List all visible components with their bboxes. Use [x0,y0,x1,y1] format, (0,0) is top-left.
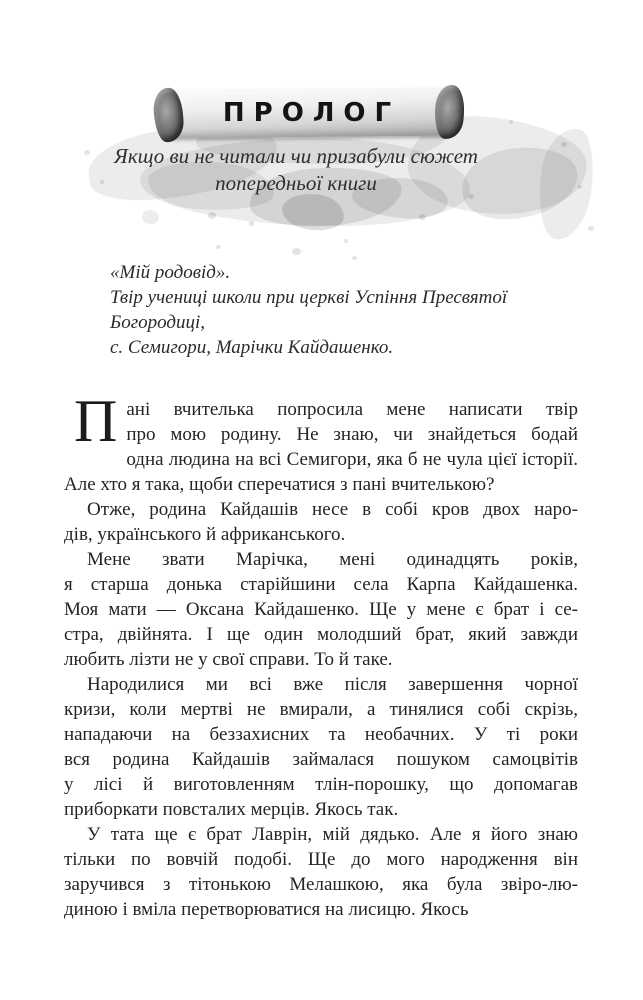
body-line: кризи, коли мертві не вмирали, а тинялися собі скрізь, [64,699,578,720]
paragraph [64,547,578,672]
body-line: любить лізти не у свої справи. То й таке. [64,649,393,670]
drop-cap: П [74,388,118,454]
subtitle-line: попередньої книги [215,171,377,195]
body-line: тільки по вовчій подобі. Ще до мого народження він [64,849,578,870]
splash-dot [249,221,254,226]
body-line: Мене звати Марічка, мені одинадцять років, [87,549,578,570]
body-line: Але хто я така, щоби сперечатися з пані вчителькою? [64,474,495,495]
paragraph [64,388,578,497]
chapter-subtitle [64,143,528,197]
subtitle-line: Якщо ви не читали чи призабули сюжет [114,144,478,168]
body-line: У тата ще є брат Лаврін, мій дядько. Але я його знаю [87,824,578,845]
body-line: нападаючи на беззахисних та необачних. У ті роки [64,724,578,745]
body-line: дів, українського й африканського. [64,524,346,545]
splash-dot [216,245,221,249]
body-text [64,388,578,922]
body-line: про мою родину. Не знаю, чи знайдеться бодай [126,424,578,445]
prologue-scroll-banner [154,84,464,146]
body-line: приборкати повсталих мерців. Якось так. [64,799,399,820]
splash-dot [509,120,513,124]
body-line: Отже, родина Кайдашів несе в собі кров двох наро- [87,499,578,520]
splash-dot [561,142,567,147]
body-line: Народилися ми всі вже після завершення чорної [87,674,578,695]
paragraph [64,672,578,822]
splash-dot [577,185,582,189]
body-line: ані вчителька попросила мене написати твір [126,399,578,420]
splash-dot [292,248,301,255]
body-line: заручився з тітонькою Мелашкою, яка була звіро-лю- [64,874,578,895]
epigraph-line: Богородиці, [110,312,206,333]
body-line: стра, двійнята. І ще один молодший брат, який завжди [64,624,578,645]
body-line: я старша донька старійшини села Карпа Кайдашенка. [64,574,578,595]
paragraph [64,822,578,922]
splash-dot [419,214,426,220]
body-line: Моя мати — Оксана Кайдашенко. Ще у мене є брат і се- [64,599,578,620]
splash-dot [344,239,348,243]
epigraph [110,260,576,360]
epigraph-line: Твір учениці школи при церкві Успіння Пресвятої [110,287,508,308]
splash-dot [208,212,216,219]
body-line: у лісі й виготовленням тлін-порошку, що допомагав [64,774,578,795]
epigraph-line: «Мій родовід». [110,262,231,283]
splash-dot [142,210,159,224]
paragraph [64,497,578,547]
body-line: диною і вміла перетворюватися на лисицю. Якось [64,899,469,920]
splash-dot [588,226,594,231]
epigraph-line: с. Семигори, Марічки Кайдашенко. [110,337,394,358]
chapter-title: ПРОЛОГ [222,98,401,128]
body-line: одна людина на всі Семигори, яка б не чула цієї історії. [126,449,578,470]
body-line: вся родина Кайдашів займалася пошуком самоцвітів [64,749,578,770]
